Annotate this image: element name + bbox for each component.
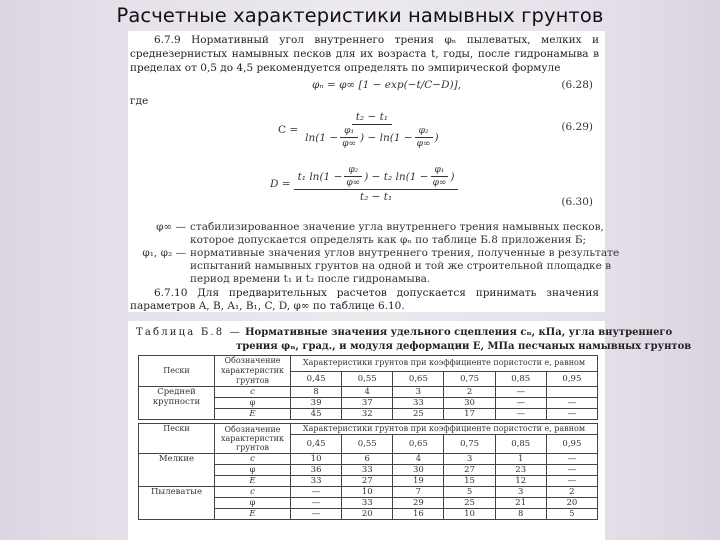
value-cell: 2 (444, 387, 495, 398)
table-b8-block-medium (138, 355, 598, 420)
definition-phi-inf: стабилизированное значение угла внутреннего трения намывных песков, которое допускается определять как φₙ по таблице Б.8 приложения Б; (190, 221, 604, 246)
value-cell: 5 (444, 487, 495, 498)
symbol-cell: φ (215, 498, 291, 509)
value-cell: — (495, 398, 546, 409)
value-cell: 25 (393, 409, 444, 420)
value-cell: — (291, 487, 342, 498)
sand-type: Средней крупности (139, 387, 215, 420)
equation-number-6-30: (6.30) (561, 196, 593, 208)
symbol-cell: E (215, 409, 291, 420)
symbol-cell: E (215, 509, 291, 520)
para-6710-line1: 6.7.10 Для предварительных расчетов допускается принимать значения (154, 287, 599, 299)
value-cell: 10 (342, 487, 393, 498)
sand-type: Пылеватые (139, 487, 215, 520)
e-value: 0,85 (495, 435, 546, 454)
e-value: 0,65 (393, 435, 444, 454)
value-cell: 19 (393, 476, 444, 487)
value-cell: 33 (342, 498, 393, 509)
value-cell: 3 (495, 487, 546, 498)
value-cell: 5 (546, 509, 597, 520)
para-679-line3: пределах от 0,5 до 4,5 рекомендуется определять по эмпирической формуле (130, 62, 561, 74)
e-value: 0,55 (342, 435, 393, 454)
equation-number-6-29: (6.29) (561, 121, 593, 133)
value-cell: 12 (495, 476, 546, 487)
symbol-cell: φ (215, 398, 291, 409)
value-cell: 10 (291, 454, 342, 465)
col-header-sand: Пески (139, 356, 215, 387)
value-cell: 3 (444, 454, 495, 465)
value-cell: 27 (444, 465, 495, 476)
value-cell (546, 387, 597, 398)
value-cell: 8 (291, 387, 342, 398)
value-cell: — (495, 409, 546, 420)
value-cell: 21 (495, 498, 546, 509)
value-cell: 27 (342, 476, 393, 487)
sand-type: Мелкие (139, 454, 215, 487)
equation-number-6-28: (6.28) (561, 79, 593, 91)
col-header-sand: Пески (139, 424, 215, 454)
e-value: 0,95 (546, 435, 597, 454)
value-cell: 45 (291, 409, 342, 420)
e-value: 0,65 (393, 371, 444, 387)
definition-phi12: нормативные значения углов внутреннего трения, полученные в результате испытаний намывных грунтов на одной и той же строительной площадке в период времени t₁ и t₂ после гидронамыва. (190, 247, 620, 285)
col-header-group: Характеристики грунтов при коэффициенте пористости e, равном (291, 424, 598, 435)
formula-6-29: C = t₂ − t₁ ln(1 − $\frac{\text{φ₁}}{\varphi\infty}$ ) − ln(1 − $\frac{\text{φ₂}}{\varphi\infty}$ ) (278, 111, 439, 149)
value-cell: 33 (342, 465, 393, 476)
table-caption-line2: трения φₙ, град., и модуля деформации E, МПа песчаных намывных грунтов (236, 341, 692, 352)
para-6710-line2: параметров A, B, A₁, B₁, C, D, φ∞ по таблице 6.10. (130, 300, 405, 312)
para-679-line2: среднезернистых намывных песков для их возраста t, годы, после гидронамыва в (130, 48, 599, 60)
symbol-cell: φ (215, 465, 291, 476)
symbol-cell: c (215, 487, 291, 498)
col-header-group: Характеристики грунтов при коэффициенте пористости e, равном (291, 356, 598, 372)
value-cell: — (495, 387, 546, 398)
value-cell: 3 (393, 387, 444, 398)
value-cell: 23 (495, 465, 546, 476)
document-page-table (128, 321, 692, 540)
table-row (139, 454, 598, 465)
symbol-cell: c (215, 454, 291, 465)
formula-6-28: φₙ = φ∞ [1 − exp(−t/C−D)], (312, 79, 462, 91)
slide-title: Расчетные характеристики намывных грунтов (116, 4, 604, 27)
value-cell: 25 (444, 498, 495, 509)
e-value: 0,75 (444, 435, 495, 454)
document-page-formulas (128, 31, 620, 312)
value-cell: 4 (342, 387, 393, 398)
value-cell: 6 (342, 454, 393, 465)
value-cell: 8 (495, 509, 546, 520)
value-cell: — (546, 409, 597, 420)
value-cell: 39 (291, 398, 342, 409)
value-cell: 30 (444, 398, 495, 409)
value-cell: 20 (342, 509, 393, 520)
value-cell: — (546, 398, 597, 409)
value-cell: 37 (342, 398, 393, 409)
value-cell: 33 (291, 476, 342, 487)
value-cell: 36 (291, 465, 342, 476)
value-cell: — (291, 509, 342, 520)
value-cell: — (546, 476, 597, 487)
value-cell: 20 (546, 498, 597, 509)
formula-6-30: D = t₁ ln(1 − $\frac{\text{φ₂}}{\varphi\infty}$ ) − t₂ ln(1 − $\frac{\text{φ₁}}{\varphi\infty}$ ) t₂ − t₁ (270, 165, 458, 203)
e-value: 0,85 (495, 371, 546, 387)
e-value: 0,75 (444, 371, 495, 387)
table-row (139, 387, 598, 398)
e-value: 0,45 (291, 435, 342, 454)
value-cell: — (546, 465, 597, 476)
table-row (139, 487, 598, 498)
table-b8-block-fine-silty (138, 423, 598, 520)
symbol-cell: c (215, 387, 291, 398)
value-cell: — (291, 498, 342, 509)
table-caption-line1: Таблица Б.8 — Нормативные значения удельного сцепления cₙ, кПа, угла внутреннего (136, 327, 673, 338)
definition-term-phi12: φ₁, φ₂ — (142, 247, 186, 259)
e-value: 0,45 (291, 371, 342, 387)
definition-term-phi-inf: φ∞ — (156, 221, 186, 233)
value-cell: 16 (393, 509, 444, 520)
para-679-line1: 6.7.9 Нормативный угол внутреннего трения φₙ пылеватых, мелких и (154, 34, 599, 46)
value-cell: 29 (393, 498, 444, 509)
e-value: 0,95 (546, 371, 597, 387)
value-cell: 1 (495, 454, 546, 465)
value-cell: 15 (444, 476, 495, 487)
value-cell: 10 (444, 509, 495, 520)
where-label: где (130, 95, 149, 107)
col-header-designation: Обозначение характеристик грунтов (215, 424, 291, 454)
value-cell: 30 (393, 465, 444, 476)
value-cell: 7 (393, 487, 444, 498)
col-header-designation: Обозначение характеристик грунтов (215, 356, 291, 387)
e-value: 0,55 (342, 371, 393, 387)
value-cell: 17 (444, 409, 495, 420)
value-cell: — (546, 454, 597, 465)
symbol-cell: E (215, 476, 291, 487)
value-cell: 4 (393, 454, 444, 465)
value-cell: 2 (546, 487, 597, 498)
value-cell: 32 (342, 409, 393, 420)
value-cell: 33 (393, 398, 444, 409)
